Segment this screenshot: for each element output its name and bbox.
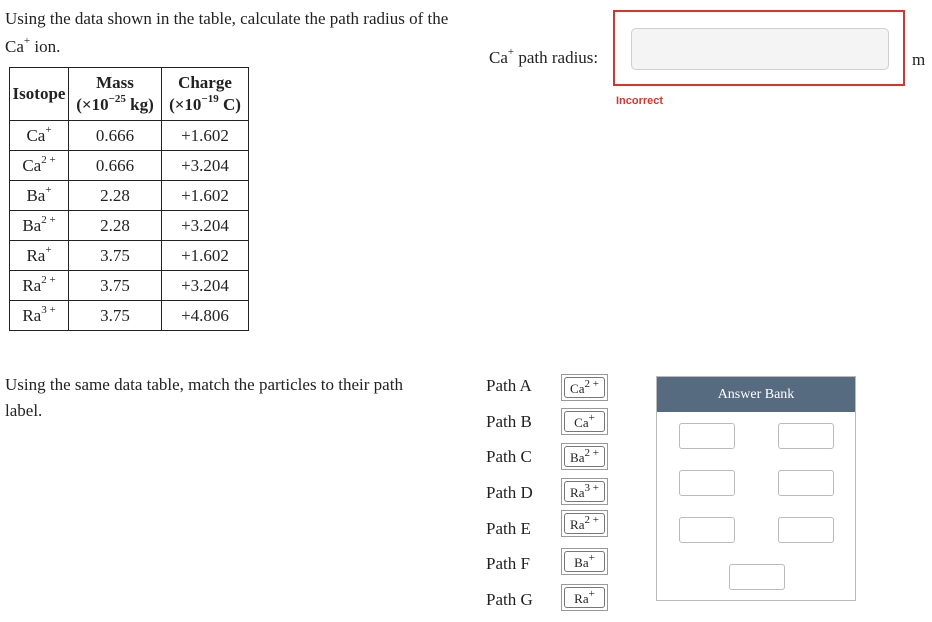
isotope-cell (10, 181, 69, 211)
answer-bank-title: Answer Bank (657, 377, 855, 412)
question-1-prompt (5, 5, 465, 61)
isotope-symbol: Ca (26, 125, 46, 145)
radius-label-symbol: Ca (489, 48, 508, 67)
answer-bank-empty-slot[interactable] (679, 470, 735, 496)
table-row (10, 271, 249, 301)
header-mass-unit-b: kg) (125, 95, 154, 114)
radius-label-text: path radius: (514, 48, 599, 67)
path-label-b: Path B (486, 412, 532, 431)
header-charge (162, 68, 249, 121)
answer-bank-empty-slot[interactable] (778, 423, 834, 449)
isotope-charge-sup: 2 + (41, 153, 56, 166)
isotope-charge-sup: + (45, 183, 52, 196)
charge-cell: +1.602 (162, 241, 249, 271)
chip-charge: 2 + (584, 513, 599, 526)
particle-chip[interactable] (564, 481, 605, 502)
radius-unit: m (912, 50, 926, 69)
isotope-symbol: Ra (26, 245, 46, 265)
header-charge-unit-a: (×10 (169, 95, 202, 114)
isotope-charge-sup: 2 + (41, 213, 56, 226)
isotope-symbol: Ra (22, 305, 42, 325)
isotope-cell (10, 271, 69, 301)
chip-symbol: Ba (574, 555, 589, 570)
chip-charge: 2 + (584, 377, 599, 390)
chip-charge: + (588, 587, 595, 600)
chip-charge: 2 + (584, 446, 599, 459)
answer-bank-empty-slot[interactable] (729, 564, 785, 590)
particle-chip[interactable] (564, 551, 605, 572)
table-row (10, 121, 249, 151)
particle-chip[interactable] (564, 446, 605, 467)
mass-cell: 2.28 (69, 181, 162, 211)
particle-chip[interactable] (564, 377, 605, 398)
mass-cell: 2.28 (69, 211, 162, 241)
mass-cell: 3.75 (69, 301, 162, 331)
isotope-symbol: Ba (26, 185, 46, 205)
isotope-cell (10, 241, 69, 271)
question-1-ion-charge: + (23, 35, 31, 48)
chip-symbol: Ca (574, 415, 589, 430)
drop-target-path-e[interactable] (561, 510, 608, 537)
particle-chip[interactable] (564, 513, 605, 534)
isotope-charge-sup: + (45, 123, 52, 136)
path-radius-label (489, 48, 598, 68)
header-mass (69, 68, 162, 121)
answer-bank (656, 376, 856, 601)
path-label-g: Path G (486, 590, 533, 609)
answer-bank-empty-slot[interactable] (679, 517, 735, 543)
chip-charge: 3 + (584, 481, 599, 494)
path-label-d: Path D (486, 483, 533, 502)
table-row (10, 301, 249, 331)
isotope-cell (10, 301, 69, 331)
chip-symbol: Ra (574, 591, 589, 606)
table-row (10, 241, 249, 271)
charge-cell: +3.204 (162, 211, 249, 241)
answer-bank-empty-slot[interactable] (679, 423, 735, 449)
table-row (10, 211, 249, 241)
mass-cell: 0.666 (69, 121, 162, 151)
question-1-text-a: Using the data shown in the table, calculate the path radius of the Ca (5, 9, 449, 56)
chip-symbol: Ba (570, 450, 585, 465)
charge-cell: +1.602 (162, 121, 249, 151)
chip-charge: + (588, 411, 595, 424)
path-label-a: Path A (486, 376, 532, 395)
mass-cell: 3.75 (69, 241, 162, 271)
isotope-charge-sup: + (45, 243, 52, 256)
incorrect-feedback: Incorrect (616, 95, 664, 107)
particle-chip[interactable] (564, 411, 605, 432)
answer-bank-empty-slot[interactable] (778, 470, 834, 496)
header-isotope: Isotope (10, 68, 69, 121)
isotope-symbol: Ba (22, 215, 42, 235)
table-row (10, 181, 249, 211)
path-radius-input[interactable] (631, 28, 889, 70)
drop-target-path-c[interactable] (561, 443, 608, 470)
isotope-data-table (9, 67, 249, 331)
header-charge-unit-b: C) (218, 95, 241, 114)
question-2-prompt: Using the same data table, match the particles to their path label. (5, 375, 403, 420)
isotope-charge-sup: 2 + (41, 273, 56, 286)
path-label-f: Path F (486, 554, 530, 573)
drop-target-path-a[interactable] (561, 374, 608, 401)
header-charge-exp: −19 (201, 93, 219, 106)
table-row (10, 151, 249, 181)
header-mass-line1: Mass (96, 73, 134, 92)
path-label-c: Path C (486, 447, 532, 466)
isotope-charge-sup: 3 + (41, 303, 56, 316)
drop-target-path-f[interactable] (561, 548, 608, 575)
drop-target-path-g[interactable] (561, 584, 608, 611)
isotope-cell (10, 211, 69, 241)
isotope-cell (10, 151, 69, 181)
mass-cell: 0.666 (69, 151, 162, 181)
header-charge-line1: Charge (178, 73, 232, 92)
chip-symbol: Ra (570, 517, 585, 532)
isotope-cell (10, 121, 69, 151)
chip-symbol: Ca (570, 381, 585, 396)
charge-cell: +4.806 (162, 301, 249, 331)
charge-cell: +1.602 (162, 181, 249, 211)
charge-cell: +3.204 (162, 271, 249, 301)
particle-chip[interactable] (564, 587, 605, 608)
charge-cell: +3.204 (162, 151, 249, 181)
chip-symbol: Ra (570, 485, 585, 500)
drop-target-path-d[interactable] (561, 478, 608, 505)
drop-target-path-b[interactable] (561, 408, 608, 435)
radius-label-charge: + (507, 46, 515, 59)
chip-charge: + (588, 551, 595, 564)
header-mass-unit-a: (×10 (76, 95, 109, 114)
question-1-text-b: ion. (30, 37, 61, 56)
mass-cell: 3.75 (69, 271, 162, 301)
isotope-symbol: Ra (22, 275, 42, 295)
isotope-symbol: Ca (22, 155, 42, 175)
path-label-e: Path E (486, 519, 531, 538)
answer-bank-empty-slot[interactable] (778, 517, 834, 543)
header-mass-exp: −25 (108, 93, 126, 106)
